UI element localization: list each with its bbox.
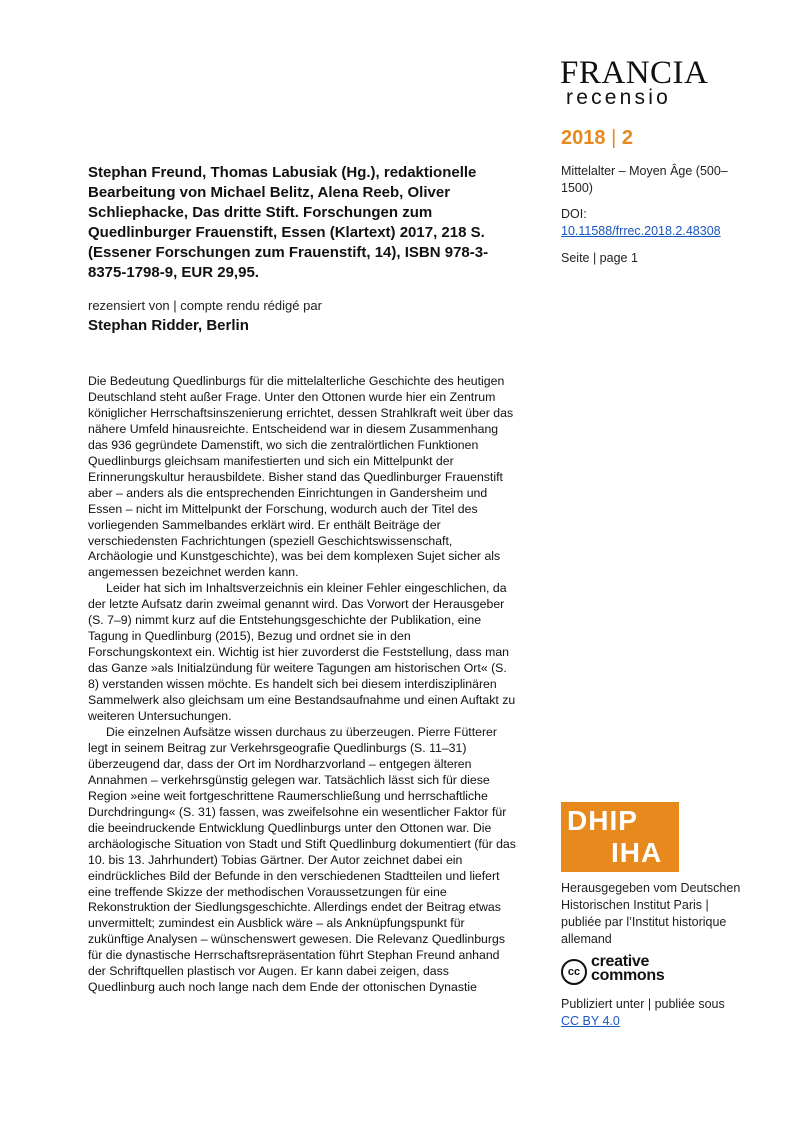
- body-paragraph-1: Die Bedeutung Quedlinburgs für die mittelalterliche Geschichte des heutigen Deutschland steht außer Frage. Unter den Ottonen wurde hier ein Zentrum königlicher Herrschaftsinszenierung errichtet, dessen Strahlkraft weit über das nähere Umfeld hinausreichte. Entscheidend war in diesem Zusammenhang das 936 gegründete Damenstift, wo sich die zentralörtlichen Funktionen Quedlinburgs gleichsam manifestierten und sich ein Mittelpunkt der Erinnerungskultur herausbildete. Bisher stand das Quedlinburger Frauenstift aber – anders als die entsprechenden Einrichtungen in Gandersheim und Essen – nicht im Mittelpunkt der Forschung, wodurch auch der Titel des vorliegenden Sammelbandes erklärt wird. Er enthält Beiträge der verschiedensten Fachrichtungen (speziell Geschichtswissenschaft, Archäologie und Kunstgeschichte), was bei dem komplexen Sujet sicher als angemessen bezeichnet werden kann.: [88, 374, 514, 580]
- logo-recensio-text: recensio: [566, 86, 671, 109]
- issue-year: 2018: [561, 127, 606, 149]
- issue-num: 2: [621, 127, 633, 149]
- publisher-note: Herausgegeben vom Deutschen Historischen Institut Paris | publiée par l’Institut historique allemand: [561, 881, 741, 946]
- license-link[interactable]: CC BY 4.0: [561, 1014, 620, 1028]
- dhip-logo-line1: DHIP: [567, 805, 638, 836]
- cc-icon: cc: [561, 959, 587, 985]
- creative-commons-logo: [561, 955, 691, 987]
- issue-number: [561, 127, 633, 150]
- body-paragraph-2: Leider hat sich im Inhaltsverzeichnis ein kleiner Fehler eingeschlichen, da der letzte Aufsatz darin zweimal genannt wird. Das Vorwort der Herausgeber (S. 7–9) nimmt kurz auf die Entstehungsgeschichte der Publikation, eine Tagung in Quedlinburg (2015), Bezug und ordnet sie in den Forschungskontext ein. Wichtig ist hier zuvorderst die Feststellung, dass man das Ganze »als Initialzündung für weitere Tagungen am historischen Ort« (S. 8) verstanden wissen möchte. Es handelt sich bei diesem interdisziplinären Sammelwerk also gleichsam um eine Bestandsaufnahme und einen Auftakt zu weiteren Untersuchungen.: [88, 581, 516, 724]
- review-body: [88, 374, 516, 996]
- cc-word-1: creative: [591, 953, 650, 970]
- category-label: Mittelalter – Moyen Âge (500–1500): [561, 164, 728, 195]
- reviewed-by-label: rezensiert von | compte rendu rédigé par: [88, 298, 322, 313]
- cc-wordmark: [591, 955, 664, 983]
- doi-block: [561, 206, 741, 240]
- doi-label: DOI:: [561, 207, 587, 221]
- doi-link[interactable]: 10.11588/frrec.2018.2.48308: [561, 224, 721, 238]
- dhip-iha-logo: [561, 802, 679, 872]
- body-paragraph-3: Die einzelnen Aufsätze wissen durchaus zu überzeugen. Pierre Fütterer legt in seinem Beitrag zur Verkehrsgeografie Quedlinburgs (S. 11–31) überzeugend dar, dass der Ort im Nordharzvorland – entgegen älteren Annahmen – verkehrsgünstig gelegen war. Tatsächlich lässt sich für diese Region »eine weit fortgeschrittene Raumerschließung und herrschaftliche Durchdringung« (S. 31) fassen, was zweifelsohne ein wesentlicher Faktor für die beeindruckende Entwicklung Quedlinburgs unter den Ottonen war. Die archäologische Situation von Stadt und Stift Quedlinburg dokumentiert (für das 10. bis 13. Jahrhundert) Tobias Gärtner. Der Autor zeichnet dabei ein eindrückliches Bild der Befunde in den verschiedenen Stadtteilen und liefert eine treffende Skizze der methodischen Voraussetzungen für eine Rekonstruktion der Siedlungsgeschichte. Allerdings endet der Beitrag etwas unvermittelt; zumindest ein Ausblick wäre – als Anknüpfungspunkt für zukünftige Analysen – wünschenswert gewesen. Die Relevanz Quedlinburgs für die dynastische Herrschaftsrepräsentation führt Stephan Freund anhand der Schriftquellen plastisch vor Augen. Er kann dabei zeigen, dass Quedlinburg auch noch lange nach dem Ende der ottonischen Dynastie: [88, 724, 516, 995]
- license-label: Publiziert unter | publiée sous: [561, 997, 725, 1011]
- cc-word-2: commons: [591, 967, 665, 984]
- page-label: Seite | page 1: [561, 251, 638, 265]
- license-block: [561, 996, 751, 1030]
- francia-recensio-logo: [560, 55, 720, 109]
- dhip-logo-line2: IHA: [611, 837, 663, 868]
- article-title: Stephan Freund, Thomas Labusiak (Hg.), redaktionelle Bearbeitung von Michael Belitz, Alena Reeb, Oliver Schliephacke, Das dritte Stift. Forschungen zum Quedlinburger Frauenstift, Essen (Klartext) 2017, 218 S. (Essener Forschungen zum Frauenstift, 14), ISBN 978-3-8375-1798-9, EUR 29,95.: [88, 164, 489, 281]
- logo-francia-text: FRANCIA: [560, 55, 709, 91]
- issue-separator: |: [611, 127, 617, 149]
- reviewer-name: Stephan Ridder, Berlin: [88, 317, 249, 334]
